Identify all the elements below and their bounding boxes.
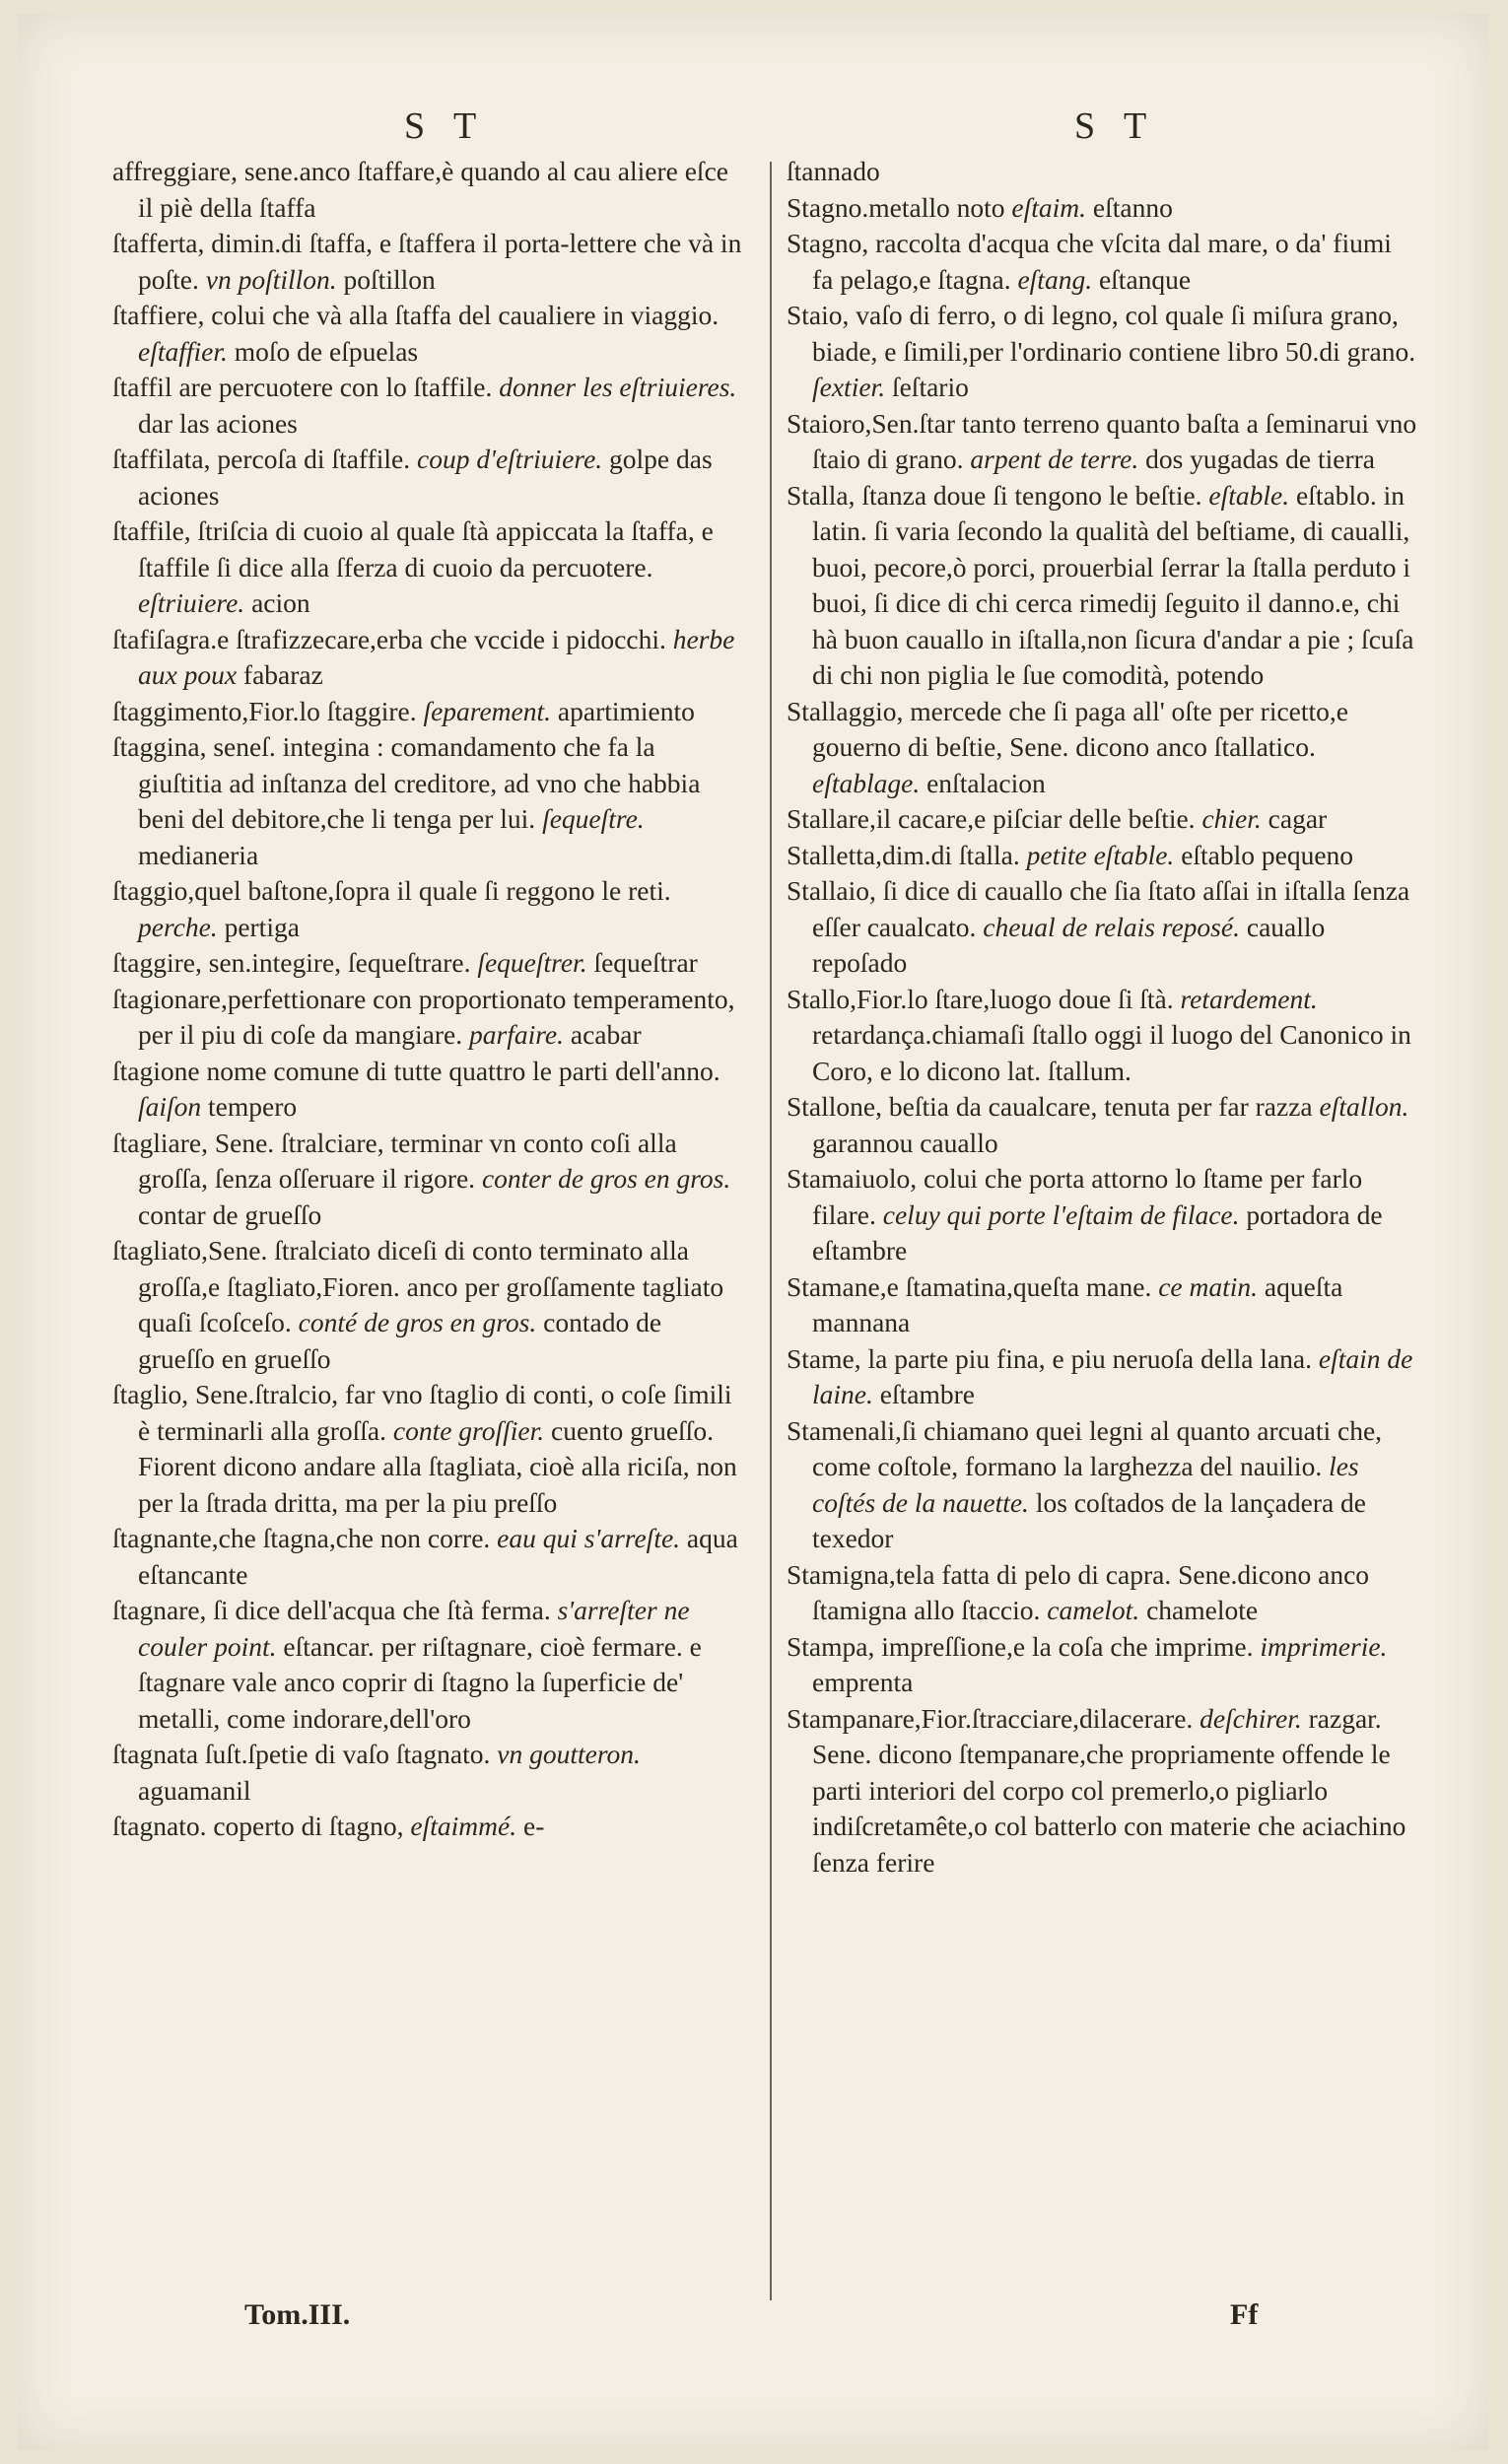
entry-french-gloss: parfaire.: [469, 1019, 564, 1050]
entry-italian-text: Stagno.metallo noto: [787, 191, 1005, 223]
entry-italian-text: Staio, vaſo di ferro, o di legno, col quale ſi miſura grano, biade, e ſimili,per l'ordinario contiene libro 50.di grano.: [787, 300, 1416, 367]
entry-french-gloss: deſchirer.: [1200, 1702, 1302, 1734]
entry-italian-text: ſtaffil are percuotere con lo ſtaffile.: [112, 372, 493, 402]
page-scan: [18, 14, 1488, 2450]
dictionary-entry: [112, 442, 743, 513]
entry-french-gloss: eſtable.: [1208, 479, 1290, 511]
dictionary-entry: [787, 1701, 1417, 1882]
gathering-signature: Ff: [1230, 2298, 1259, 2331]
entry-italian-text: Stampa, impreſſione,e la coſa che imprime.: [787, 1630, 1254, 1662]
entry-french-gloss: perche.: [138, 911, 218, 942]
entry-french-gloss: ce matin.: [1158, 1270, 1259, 1302]
entry-italian-text: ſtafferta, dimin.di ſtaffa, e ſtaffera il porta-lettere che và in poſte.: [112, 228, 742, 295]
entry-italian-text: Stamigna,tela fatta di pelo di capra. Sene.dicono anco ſtamigna allo ſtaccio.: [787, 1558, 1370, 1625]
entry-italian-text: ſtaglio, Sene.ſtralcio, far vno ſtaglio di conti, o coſe ſimili è terminarli alla groſſa.: [112, 1379, 732, 1446]
entry-spanish-gloss: ſeſtario: [891, 372, 969, 402]
dictionary-entry: [787, 1557, 1417, 1629]
entry-spanish-gloss: ſequeſtrar: [593, 947, 698, 978]
entry-italian-text: ſtagione nome comune di tutte quattro le parti dell'anno.: [112, 1055, 720, 1086]
entry-italian-text: ſtagionare,perfettionare con proportionato temperamento, per il piu di coſe da mangiare.: [112, 983, 735, 1050]
entry-spanish-gloss: enſtalacion: [926, 767, 1046, 798]
entry-french-gloss: arpent de terre.: [970, 444, 1139, 474]
entry-french-gloss: ſaiſon: [138, 1091, 202, 1122]
entry-french-gloss: donner les eſtriuieres.: [499, 372, 737, 402]
entry-french-gloss: eſtablage.: [812, 767, 921, 798]
dictionary-entry: [112, 873, 743, 945]
entry-french-gloss: eſtriuiere.: [138, 587, 245, 618]
entry-french-gloss: chier.: [1201, 803, 1262, 834]
entry-french-gloss: ſequeſtrer.: [477, 947, 587, 978]
dictionary-entry: [787, 838, 1417, 874]
entry-italian-text: Stallare,il cacare,e piſciar delle beſtie.: [787, 803, 1196, 834]
dictionary-entry: [787, 801, 1417, 838]
entry-spanish-gloss: garannou cauallo: [812, 1127, 998, 1158]
entry-french-gloss: ſeparement.: [423, 695, 552, 726]
dictionary-entry: [787, 298, 1417, 406]
entry-spanish-gloss: contar de grueſſo: [138, 1198, 322, 1230]
entry-french-gloss: petite eſtable.: [1026, 839, 1175, 870]
dictionary-entry: [112, 1126, 743, 1234]
entry-spanish-gloss: eſtanno: [1092, 191, 1173, 223]
dictionary-entry: [787, 1089, 1417, 1161]
entry-spanish-gloss: emprenta: [812, 1667, 914, 1697]
entry-french-gloss: vn goutteron.: [497, 1739, 641, 1769]
entry-spanish-gloss: dos yugadas de tierra: [1145, 444, 1375, 474]
dictionary-entry: [112, 945, 743, 982]
entry-italian-text: ſtagnare, ſi dice dell'acqua che ſtà ferma.: [112, 1595, 551, 1625]
entry-spanish-gloss: aqueſta mannana: [812, 1270, 1343, 1337]
entry-french-gloss: eſtaffier.: [138, 335, 228, 367]
entry-spanish-gloss: eſtanque: [1098, 263, 1192, 295]
dictionary-entry: [112, 298, 743, 370]
entry-spanish-gloss: poſtillon: [343, 263, 436, 295]
entry-spanish-gloss: cagar: [1268, 803, 1328, 834]
column-rule: [770, 162, 772, 2300]
dictionary-entry: [787, 1341, 1417, 1413]
dictionary-entry: [112, 370, 743, 442]
entry-spanish-gloss: pertiga: [224, 911, 300, 942]
entry-spanish-gloss: fabaraz: [242, 659, 323, 690]
entry-spanish-gloss: contado de grueſſo en grueſſo: [138, 1307, 662, 1374]
entry-italian-text: ſtagnante,che ſtagna,che non corre.: [112, 1523, 491, 1553]
entry-french-gloss: celuy qui porte l'eſtaim de filace.: [882, 1198, 1240, 1230]
entry-spanish-gloss: eſtablo. in latin. ſi varia ſecondo la qualità del beſtiame, di caualli, buoi, pecore,ò porci, prouerbial ſerrar la ſtalla perduto i buoi, ſi dice di chi cerca rimedij ſeguito il danno.e, chi hà buon cauallo in iſtalla,non ſicura d'andar a pie ; ſcuſa di chi non piglia le ſue comodità, potendo: [812, 479, 1414, 690]
entry-spanish-gloss: acion: [251, 587, 310, 618]
dictionary-entry: [112, 694, 743, 730]
dictionary-entry: [112, 1233, 743, 1377]
dictionary-entry: [787, 982, 1417, 1090]
entry-italian-text: ſtaffile, ſtriſcia di cuoio al quale ſtà appiccata la ſtaffa, e ſtaffile ſi dice alla ſferza di cuoio da percuotere.: [112, 515, 714, 582]
entry-italian-text: ſtagliato,Sene. ſtralciato diceſi di conto terminato alla groſſa,e ſtagliato,Fioren. anco per groſſamente tagliato quaſi ſcoſceſo.: [112, 1235, 724, 1337]
dictionary-entry: [787, 406, 1417, 478]
entry-italian-text: Stalla, ſtanza doue ſi tengono le beſtie.: [787, 479, 1202, 511]
dictionary-entry: [112, 1377, 743, 1521]
running-head-left: S T: [404, 105, 487, 147]
entry-french-gloss: eſtang.: [1017, 263, 1093, 295]
dictionary-entry: [787, 694, 1417, 802]
dictionary-entry: [112, 513, 743, 622]
entry-italian-text: Stamaiuolo, colui che porta attorno lo ſtame per farlo filare.: [787, 1163, 1363, 1230]
dictionary-entry: [112, 154, 743, 226]
dictionary-entry: [787, 154, 1417, 190]
dictionary-entry: [787, 1629, 1417, 1701]
entry-french-gloss: les coſtés de la nauette.: [812, 1451, 1359, 1518]
dictionary-entry: [112, 226, 743, 298]
dictionary-entry: [112, 622, 743, 694]
entry-italian-text: Stallaggio, mercede che ſi paga all' oſte per ricetto,e gouerno di beſtie, Sene. dicono anco ſtallatico.: [787, 695, 1348, 762]
dictionary-entry: [787, 1413, 1417, 1557]
entry-spanish-gloss: medianeria: [138, 839, 259, 870]
entry-french-gloss: eſtaimmé.: [410, 1811, 517, 1841]
entry-french-gloss: cheual de relais reposé.: [983, 911, 1240, 942]
entry-italian-text: Staioro,Sen.ſtar tanto terreno quanto baſta a ſeminarui vno ſtaio di grano.: [787, 407, 1417, 474]
entry-french-gloss: ſequeſtre.: [542, 803, 645, 834]
entry-spanish-gloss: retardança.chiamaſi ſtallo oggi il luogo del Canonico in Coro, e lo dicono lat. ſtallum.: [812, 1019, 1411, 1086]
entry-italian-text: ſtafiſagra.e ſtrafizzecare,erba che vccide i pidocchi.: [112, 623, 666, 654]
entry-italian-text: ſtagnato. coperto di ſtagno,: [112, 1811, 404, 1841]
entry-french-gloss: retardement.: [1180, 983, 1318, 1014]
dictionary-entry: [112, 729, 743, 873]
entry-italian-text: Stamane,e ſtamatina,queſta mane.: [787, 1270, 1152, 1302]
entry-italian-text: ſtaffilata, percoſa di ſtaffile.: [112, 444, 411, 474]
entry-italian-text: ſtannado: [787, 156, 880, 186]
entry-spanish-gloss: acabar: [570, 1019, 642, 1050]
entry-italian-text: Stagno, raccolta d'acqua che vſcita dal mare, o da' fiumi fa pelago,e ſtagna.: [787, 228, 1392, 295]
entry-italian-text: ſtagliare, Sene. ſtralciare, terminar vn conto coſi alla groſſa, ſenza oſſeruare il rigore.: [112, 1127, 677, 1194]
entry-italian-text: ſtagnata ſuſt.ſpetie di vaſo ſtagnato.: [112, 1739, 491, 1769]
entry-italian-text: ſtaggina, seneſ. integina : comandamento che fa la giuſtitia ad inſtanza del creditore, ad vno che habbia beni del debitore,che li tenga per lui.: [112, 731, 701, 834]
dictionary-entry: [787, 478, 1417, 694]
entry-spanish-gloss: tempero: [208, 1091, 298, 1122]
entry-french-gloss: eſtallon.: [1319, 1091, 1409, 1122]
entry-french-gloss: conter de gros en gros.: [481, 1163, 731, 1194]
entry-italian-text: Stallo,Fior.lo ſtare,luogo doue ſi ſtà.: [787, 983, 1174, 1014]
dictionary-entry: [787, 190, 1417, 227]
entry-spanish-gloss: aguamanil: [138, 1774, 251, 1806]
entry-french-gloss: eſtaim.: [1011, 191, 1087, 223]
entry-french-gloss: s'arreſter ne couler point.: [138, 1595, 690, 1662]
entry-spanish-gloss: eſtancar. per riſtagnare, cioè fermare. e ſtagnare vale anco coprir di ſtagno la ſuperficie de' metalli, come indorare,dell'oro: [138, 1630, 702, 1734]
entry-spanish-gloss: moſo de eſpuelas: [234, 335, 419, 367]
entry-french-gloss: camelot.: [1047, 1595, 1140, 1625]
entry-french-gloss: herbe aux poux: [138, 623, 735, 690]
right-column: [787, 154, 1417, 1881]
entry-spanish-gloss: e-: [522, 1811, 545, 1841]
dictionary-entry: [112, 1809, 743, 1845]
entry-italian-text: Stallaio, ſi dice di cauallo che ſia ſtato aſſai in iſtalla ſenza eſſer caualcato.: [787, 875, 1410, 942]
entry-italian-text: ſtaffiere, colui che và alla ſtaffa del caualiere in viaggio.: [112, 300, 720, 330]
entry-italian-text: Stamenali,ſi chiamano quei legni al quanto arcuati che, come coſtole, formano la larghezza del nauilio.: [787, 1414, 1383, 1481]
dictionary-entry: [787, 226, 1417, 298]
entry-spanish-gloss: aqua eſtancante: [138, 1523, 738, 1590]
dictionary-entry: [787, 1269, 1417, 1341]
entry-spanish-gloss: dar las aciones: [138, 407, 298, 439]
entry-french-gloss: conté de gros en gros.: [298, 1307, 537, 1337]
entry-french-gloss: imprimerie.: [1260, 1630, 1388, 1662]
entry-italian-text: Stalletta,dim.di ſtalla.: [787, 839, 1020, 870]
dictionary-entry: [112, 1054, 743, 1126]
dictionary-entry: [787, 873, 1417, 982]
dictionary-entry: [787, 1161, 1417, 1269]
entry-italian-text: Stampanare,Fior.ſtracciare,dilacerare.: [787, 1702, 1194, 1734]
volume-signature: Tom.III.: [244, 2298, 351, 2331]
running-head-right: S T: [1074, 105, 1157, 147]
dictionary-entry: [112, 1521, 743, 1593]
entry-italian-text: ſtaggio,quel baſtone,ſopra il quale ſi reggono le reti.: [112, 875, 671, 906]
entry-spanish-gloss: portadora de eſtambre: [812, 1198, 1383, 1266]
dictionary-entry: [112, 1737, 743, 1809]
entry-italian-text: Stallone, beſtia da caualcare, tenuta per far razza: [787, 1091, 1313, 1122]
entry-spanish-gloss: apartimiento: [557, 695, 695, 726]
entry-spanish-gloss: los coſtados de la lançadera de texedor: [812, 1486, 1367, 1553]
entry-french-gloss: coup d'eſtriuiere.: [417, 444, 603, 474]
entry-spanish-gloss: razgar. Sene. dicono ſtempanare,che propriamente offende le parti interiori del corpo col premerlo,o pigliarlo indiſcretamête,o col batterlo con materie che aciachino ſenza ferire: [812, 1702, 1406, 1878]
entry-spanish-gloss: golpe das aciones: [138, 444, 713, 511]
entry-italian-text: ſtaggire, sen.integire, ſequeſtrare.: [112, 947, 471, 978]
entry-italian-text: affreggiare, sene.anco ſtaffare,è quando al cau aliere eſce il piè della ſtaffa: [112, 156, 728, 223]
entry-spanish-gloss: eſtambre: [879, 1379, 975, 1409]
entry-french-gloss: conte groſſier.: [392, 1414, 545, 1446]
left-column: [112, 154, 743, 1845]
entry-french-gloss: eau qui s'arreſte.: [497, 1523, 681, 1553]
entry-french-gloss: eſtain de laine.: [812, 1342, 1413, 1409]
dictionary-entry: [112, 1593, 743, 1737]
entry-spanish-gloss: cuento grueſſo. Fiorent dicono andare alla ſtagliata, cioè alla riciſa, non per la ſtrada dritta, ma per la piu preſſo: [138, 1414, 737, 1518]
entry-french-gloss: vn poſtillon.: [205, 263, 337, 295]
entry-spanish-gloss: eſtablo pequeno: [1181, 839, 1354, 870]
entry-spanish-gloss: chamelote: [1146, 1595, 1259, 1625]
entry-italian-text: Stame, la parte piu fina, e piu neruoſa della lana.: [787, 1342, 1312, 1374]
entry-french-gloss: ſextier.: [812, 372, 886, 402]
entry-spanish-gloss: cauallo repoſado: [812, 911, 1326, 978]
entry-italian-text: ſtaggimento,Fior.lo ſtaggire.: [112, 695, 417, 726]
dictionary-entry: [112, 982, 743, 1054]
